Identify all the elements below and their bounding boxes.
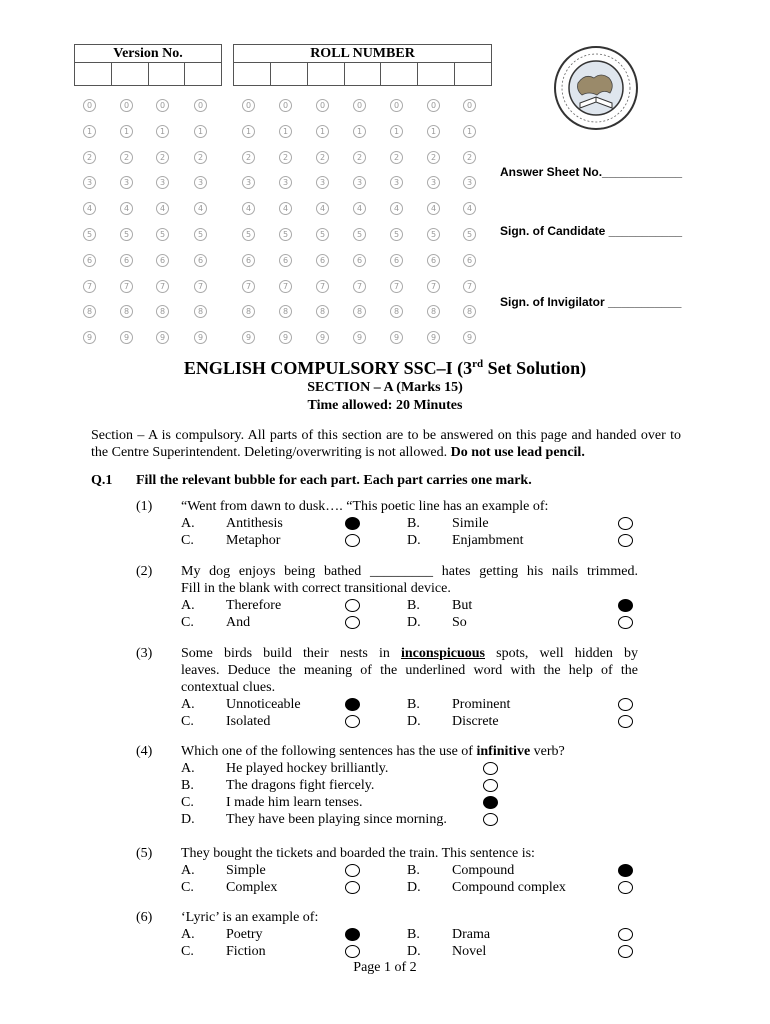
roll-digit-bubble[interactable]: 0 bbox=[279, 99, 292, 112]
roll-digit-bubble[interactable]: 4 bbox=[242, 202, 255, 215]
version-digit-bubble[interactable]: 7 bbox=[83, 280, 96, 293]
option-letter: A. bbox=[181, 516, 195, 531]
option-text: Prominent bbox=[452, 697, 511, 712]
instructions bbox=[91, 427, 681, 461]
roll-digit-bubble[interactable]: 4 bbox=[316, 202, 329, 215]
version-digit-bubble[interactable]: 9 bbox=[120, 331, 133, 344]
roll-digit-cell[interactable] bbox=[418, 63, 455, 85]
option-letter: D. bbox=[407, 880, 421, 895]
option-text: Novel bbox=[452, 944, 487, 959]
question-text: ‘Lyric’ is an example of: bbox=[181, 910, 319, 925]
version-digit-bubble[interactable]: 5 bbox=[194, 228, 207, 241]
roll-digit-bubble[interactable]: 1 bbox=[353, 125, 366, 138]
roll-digit-cell[interactable] bbox=[271, 63, 308, 85]
option-letter: B. bbox=[181, 778, 194, 793]
roll-digit-bubble[interactable]: 0 bbox=[427, 99, 440, 112]
version-number-box bbox=[74, 44, 222, 86]
section-heading: SECTION – A (Marks 15) bbox=[307, 380, 463, 395]
option-text: Discrete bbox=[452, 714, 499, 729]
roll-digit-bubble[interactable]: 6 bbox=[242, 254, 255, 267]
option-letter: A. bbox=[181, 927, 195, 942]
option-letter: B. bbox=[407, 598, 420, 613]
version-digit-bubble[interactable]: 1 bbox=[83, 125, 96, 138]
option-text: Simile bbox=[452, 516, 489, 531]
roll-digit-bubble[interactable]: 6 bbox=[316, 254, 329, 267]
roll-digit-bubble[interactable]: 6 bbox=[427, 254, 440, 267]
roll-digit-bubble[interactable]: 0 bbox=[353, 99, 366, 112]
version-digit-bubble[interactable]: 0 bbox=[156, 99, 169, 112]
roll-number-grid bbox=[233, 63, 492, 86]
option-text: Isolated bbox=[226, 714, 271, 729]
version-digit-bubble[interactable]: 4 bbox=[194, 202, 207, 215]
version-digit-bubble[interactable]: 2 bbox=[120, 151, 133, 164]
answer-bubble[interactable] bbox=[618, 698, 633, 711]
question-text-part: verb? bbox=[530, 744, 565, 759]
question-number: (4) bbox=[136, 744, 153, 759]
option-text: Drama bbox=[452, 927, 491, 942]
roll-digit-bubble[interactable]: 9 bbox=[353, 331, 366, 344]
version-digit-cell[interactable] bbox=[75, 63, 112, 85]
roll-digit-bubble[interactable]: 7 bbox=[316, 280, 329, 293]
roll-digit-bubble[interactable]: 4 bbox=[463, 202, 476, 215]
roll-digit-bubble[interactable]: 4 bbox=[390, 202, 403, 215]
version-digit-bubble[interactable]: 3 bbox=[120, 176, 133, 189]
roll-digit-bubble[interactable]: 5 bbox=[316, 228, 329, 241]
question-text bbox=[181, 645, 638, 662]
option-text: Compound bbox=[452, 863, 515, 878]
roll-digit-bubble[interactable]: 9 bbox=[390, 331, 403, 344]
roll-digit-bubble[interactable]: 8 bbox=[427, 305, 440, 318]
roll-digit-bubble[interactable]: 8 bbox=[463, 305, 476, 318]
option-text: Fiction bbox=[226, 944, 266, 959]
instructions-bold: Do not use lead pencil. bbox=[450, 445, 585, 460]
option-letter: D. bbox=[407, 944, 421, 959]
roll-digit-bubble[interactable]: 3 bbox=[427, 176, 440, 189]
version-digit-bubble[interactable]: 0 bbox=[83, 99, 96, 112]
version-digit-bubble[interactable]: 7 bbox=[156, 280, 169, 293]
option-text: Enjambment bbox=[452, 533, 524, 548]
version-digit-bubble[interactable]: 1 bbox=[194, 125, 207, 138]
option-letter: B. bbox=[407, 697, 420, 712]
option-text: I made him learn tenses. bbox=[226, 795, 363, 810]
option-text: Simple bbox=[226, 863, 266, 878]
roll-digit-cell[interactable] bbox=[455, 63, 491, 85]
roll-digit-bubble[interactable]: 8 bbox=[390, 305, 403, 318]
version-digit-bubble[interactable]: 1 bbox=[156, 125, 169, 138]
answer-bubble-filled[interactable] bbox=[345, 517, 360, 530]
answer-bubble[interactable] bbox=[345, 534, 360, 547]
version-digit-bubble[interactable]: 9 bbox=[194, 331, 207, 344]
roll-digit-bubble[interactable]: 6 bbox=[463, 254, 476, 267]
question-number: (1) bbox=[136, 499, 153, 514]
answer-bubble-filled[interactable] bbox=[618, 599, 633, 612]
version-digit-bubble[interactable]: 3 bbox=[83, 176, 96, 189]
roll-digit-bubble[interactable]: 9 bbox=[463, 331, 476, 344]
roll-digit-bubble[interactable]: 1 bbox=[316, 125, 329, 138]
option-text: So bbox=[452, 615, 467, 630]
option-letter: C. bbox=[181, 615, 194, 630]
version-digit-bubble[interactable]: 6 bbox=[194, 254, 207, 267]
option-letter: D. bbox=[407, 615, 421, 630]
version-number-grid bbox=[74, 63, 222, 86]
version-digit-bubble[interactable]: 5 bbox=[120, 228, 133, 241]
roll-digit-bubble[interactable]: 3 bbox=[316, 176, 329, 189]
version-digit-bubble[interactable]: 0 bbox=[120, 99, 133, 112]
question-text-part: Some birds build their nests in bbox=[181, 646, 401, 661]
answer-bubble[interactable] bbox=[618, 534, 633, 547]
version-digit-cell[interactable] bbox=[112, 63, 149, 85]
question-number: (5) bbox=[136, 846, 153, 861]
option-letter: C. bbox=[181, 880, 194, 895]
option-text: Unnoticeable bbox=[226, 697, 301, 712]
roll-digit-bubble[interactable]: 7 bbox=[279, 280, 292, 293]
question-label: Q.1 bbox=[91, 473, 113, 488]
answer-bubble[interactable] bbox=[345, 599, 360, 612]
paper-title-main: ENGLISH COMPULSORY SSC–I (3 bbox=[183, 358, 473, 378]
paper-title-end: Set Solution) bbox=[483, 358, 587, 378]
option-letter: C. bbox=[181, 533, 194, 548]
option-letter: D. bbox=[407, 533, 421, 548]
answer-sheet-number[interactable]: Answer Sheet No.____________ bbox=[500, 165, 683, 179]
answer-bubble[interactable] bbox=[618, 616, 633, 629]
roll-digit-bubble[interactable]: 4 bbox=[279, 202, 292, 215]
roll-digit-bubble[interactable]: 2 bbox=[316, 151, 329, 164]
version-digit-bubble[interactable]: 7 bbox=[194, 280, 207, 293]
version-digit-bubble[interactable]: 9 bbox=[156, 331, 169, 344]
roll-digit-cell[interactable] bbox=[234, 63, 271, 85]
roll-digit-bubble[interactable]: 9 bbox=[279, 331, 292, 344]
option-letter: D. bbox=[181, 812, 195, 827]
roll-digit-cell[interactable] bbox=[345, 63, 382, 85]
version-digit-bubble[interactable]: 8 bbox=[156, 305, 169, 318]
roll-digit-bubble[interactable]: 4 bbox=[353, 202, 366, 215]
question-instruction: Fill the relevant bubble for each part. Each part carries one mark. bbox=[136, 473, 532, 488]
roll-digit-bubble[interactable]: 0 bbox=[242, 99, 255, 112]
answer-bubble[interactable] bbox=[618, 928, 633, 941]
question-text: They bought the tickets and boarded the train. This sentence is: bbox=[181, 846, 535, 861]
option-letter: C. bbox=[181, 795, 194, 810]
answer-bubble[interactable] bbox=[483, 779, 498, 792]
roll-digit-bubble[interactable]: 9 bbox=[427, 331, 440, 344]
version-number-label: Version No. bbox=[74, 44, 222, 63]
answer-bubble[interactable] bbox=[345, 881, 360, 894]
roll-digit-bubble[interactable]: 4 bbox=[427, 202, 440, 215]
question-number: (6) bbox=[136, 910, 153, 925]
option-text: The dragons fight fiercely. bbox=[226, 778, 375, 793]
version-digit-bubble[interactable]: 4 bbox=[83, 202, 96, 215]
option-text: They have been playing since morning. bbox=[226, 812, 447, 827]
option-letter: D. bbox=[407, 714, 421, 729]
option-letter: C. bbox=[181, 944, 194, 959]
roll-digit-bubble[interactable]: 7 bbox=[242, 280, 255, 293]
answer-bubble[interactable] bbox=[618, 715, 633, 728]
version-digit-bubble[interactable]: 6 bbox=[120, 254, 133, 267]
roll-digit-bubble[interactable]: 3 bbox=[463, 176, 476, 189]
option-letter: A. bbox=[181, 863, 195, 878]
option-letter: A. bbox=[181, 598, 195, 613]
roll-digit-bubble[interactable]: 3 bbox=[390, 176, 403, 189]
candidate-signature[interactable]: Sign. of Candidate ___________ bbox=[500, 224, 683, 238]
paper-title-sup: rd bbox=[472, 358, 484, 370]
answer-bubble[interactable] bbox=[345, 864, 360, 877]
version-digit-cell[interactable] bbox=[185, 63, 221, 85]
option-text: Metaphor bbox=[226, 533, 281, 548]
version-digit-bubble[interactable]: 6 bbox=[83, 254, 96, 267]
version-digit-bubble[interactable]: 4 bbox=[120, 202, 133, 215]
roll-digit-bubble[interactable]: 2 bbox=[463, 151, 476, 164]
roll-digit-bubble[interactable]: 3 bbox=[242, 176, 255, 189]
option-letter: B. bbox=[407, 516, 420, 531]
roll-digit-bubble[interactable]: 2 bbox=[427, 151, 440, 164]
version-digit-bubble[interactable]: 3 bbox=[194, 176, 207, 189]
roll-digit-bubble[interactable]: 6 bbox=[279, 254, 292, 267]
option-text: But bbox=[452, 598, 473, 613]
answer-bubble[interactable] bbox=[483, 813, 498, 826]
roll-digit-bubble[interactable]: 5 bbox=[390, 228, 403, 241]
roll-digit-bubble[interactable]: 7 bbox=[353, 280, 366, 293]
answer-bubble[interactable] bbox=[345, 616, 360, 629]
roll-digit-bubble[interactable]: 1 bbox=[242, 125, 255, 138]
roll-digit-cell[interactable] bbox=[308, 63, 345, 85]
roll-digit-bubble[interactable]: 8 bbox=[353, 305, 366, 318]
answer-bubble-filled[interactable] bbox=[345, 928, 360, 941]
roll-digit-bubble[interactable]: 7 bbox=[427, 280, 440, 293]
answer-bubble[interactable] bbox=[345, 715, 360, 728]
question-text: leaves. Deduce the meaning of the underlined word with the help of the bbox=[181, 663, 638, 678]
version-digit-bubble[interactable]: 9 bbox=[83, 331, 96, 344]
question-keyword: inconspicuous bbox=[400, 646, 486, 661]
roll-digit-bubble[interactable]: 1 bbox=[463, 125, 476, 138]
roll-digit-bubble[interactable]: 0 bbox=[316, 99, 329, 112]
answer-bubble[interactable] bbox=[483, 762, 498, 775]
option-text: Antithesis bbox=[226, 516, 283, 531]
option-text: Poetry bbox=[226, 927, 263, 942]
option-letter: B. bbox=[407, 927, 420, 942]
roll-digit-bubble[interactable]: 2 bbox=[353, 151, 366, 164]
option-text: Therefore bbox=[226, 598, 282, 613]
version-digit-bubble[interactable]: 0 bbox=[194, 99, 207, 112]
answer-bubble-filled[interactable] bbox=[483, 796, 498, 809]
roll-digit-bubble[interactable]: 5 bbox=[279, 228, 292, 241]
option-letter: B. bbox=[407, 863, 420, 878]
roll-digit-bubble[interactable]: 2 bbox=[390, 151, 403, 164]
roll-digit-bubble[interactable]: 5 bbox=[427, 228, 440, 241]
roll-number-box bbox=[233, 44, 492, 86]
roll-digit-bubble[interactable]: 0 bbox=[390, 99, 403, 112]
roll-digit-bubble[interactable]: 3 bbox=[279, 176, 292, 189]
roll-number-label: ROLL NUMBER bbox=[233, 44, 492, 63]
roll-digit-bubble[interactable]: 8 bbox=[242, 305, 255, 318]
question-keyword: infinitive bbox=[476, 744, 531, 759]
roll-digit-bubble[interactable]: 8 bbox=[279, 305, 292, 318]
answer-bubble-filled[interactable] bbox=[618, 864, 633, 877]
answer-bubble[interactable] bbox=[345, 945, 360, 958]
option-letter: C. bbox=[181, 714, 194, 729]
roll-digit-bubble[interactable]: 9 bbox=[316, 331, 329, 344]
question-text: contextual clues. bbox=[181, 680, 276, 695]
roll-digit-bubble[interactable]: 1 bbox=[427, 125, 440, 138]
invigilator-signature[interactable]: Sign. of Invigilator ___________ bbox=[500, 295, 682, 309]
time-allowed: Time allowed: 20 Minutes bbox=[307, 398, 463, 413]
version-digit-bubble[interactable]: 8 bbox=[83, 305, 96, 318]
question-text: “Went from dawn to dusk…. “This poetic line has an example of: bbox=[181, 499, 549, 514]
roll-digit-bubble[interactable]: 3 bbox=[353, 176, 366, 189]
roll-digit-bubble[interactable]: 6 bbox=[353, 254, 366, 267]
option-text: And bbox=[226, 615, 251, 630]
version-digit-bubble[interactable]: 6 bbox=[156, 254, 169, 267]
board-emblem-icon bbox=[553, 45, 639, 131]
version-digit-bubble[interactable]: 5 bbox=[156, 228, 169, 241]
roll-digit-bubble[interactable]: 8 bbox=[316, 305, 329, 318]
paper-title bbox=[0, 358, 770, 379]
roll-digit-bubble[interactable]: 5 bbox=[242, 228, 255, 241]
roll-digit-cell[interactable] bbox=[381, 63, 418, 85]
question-number: (2) bbox=[136, 564, 153, 579]
version-digit-bubble[interactable]: 2 bbox=[83, 151, 96, 164]
version-digit-bubble[interactable]: 4 bbox=[156, 202, 169, 215]
roll-digit-bubble[interactable]: 7 bbox=[463, 280, 476, 293]
answer-bubble[interactable] bbox=[618, 881, 633, 894]
answer-bubble[interactable] bbox=[618, 517, 633, 530]
option-text: Complex bbox=[226, 880, 278, 895]
roll-digit-bubble[interactable]: 2 bbox=[242, 151, 255, 164]
version-digit-bubble[interactable]: 3 bbox=[156, 176, 169, 189]
roll-digit-bubble[interactable]: 5 bbox=[353, 228, 366, 241]
question-text: My dog enjoys being bathed _________ hates getting his nails trimmed. bbox=[181, 564, 638, 579]
version-digit-bubble[interactable]: 2 bbox=[156, 151, 169, 164]
answer-bubble-filled[interactable] bbox=[345, 698, 360, 711]
option-text: Compound complex bbox=[452, 880, 566, 895]
question-text-part: spots, well hidden by bbox=[485, 646, 639, 661]
answer-bubble[interactable] bbox=[618, 945, 633, 958]
roll-digit-bubble[interactable]: 0 bbox=[463, 99, 476, 112]
version-digit-bubble[interactable]: 5 bbox=[83, 228, 96, 241]
question-text-part: Which one of the following sentences has the use of bbox=[181, 744, 477, 759]
version-digit-cell[interactable] bbox=[149, 63, 186, 85]
option-letter: A. bbox=[181, 697, 195, 712]
roll-digit-bubble[interactable]: 2 bbox=[279, 151, 292, 164]
version-digit-bubble[interactable]: 2 bbox=[194, 151, 207, 164]
version-digit-bubble[interactable]: 8 bbox=[194, 305, 207, 318]
roll-digit-bubble[interactable]: 9 bbox=[242, 331, 255, 344]
option-text: He played hockey brilliantly. bbox=[226, 761, 389, 776]
option-letter: A. bbox=[181, 761, 195, 776]
roll-digit-bubble[interactable]: 6 bbox=[390, 254, 403, 267]
question-text: Fill in the blank with correct transitional device. bbox=[181, 581, 451, 596]
question-number: (3) bbox=[136, 646, 153, 661]
roll-digit-bubble[interactable]: 5 bbox=[463, 228, 476, 241]
instructions-text: Section – A is compulsory. All parts of this section are to be answered on this page and handed over to the Centre Superintendent. Deleting/overwriting is not allowed. bbox=[91, 428, 681, 460]
version-digit-bubble[interactable]: 1 bbox=[120, 125, 133, 138]
roll-digit-bubble[interactable]: 1 bbox=[279, 125, 292, 138]
roll-digit-bubble[interactable]: 7 bbox=[390, 280, 403, 293]
roll-digit-bubble[interactable]: 1 bbox=[390, 125, 403, 138]
question-text bbox=[181, 743, 621, 760]
version-digit-bubble[interactable]: 7 bbox=[120, 280, 133, 293]
version-digit-bubble[interactable]: 8 bbox=[120, 305, 133, 318]
page-footer: Page 1 of 2 bbox=[353, 960, 417, 975]
